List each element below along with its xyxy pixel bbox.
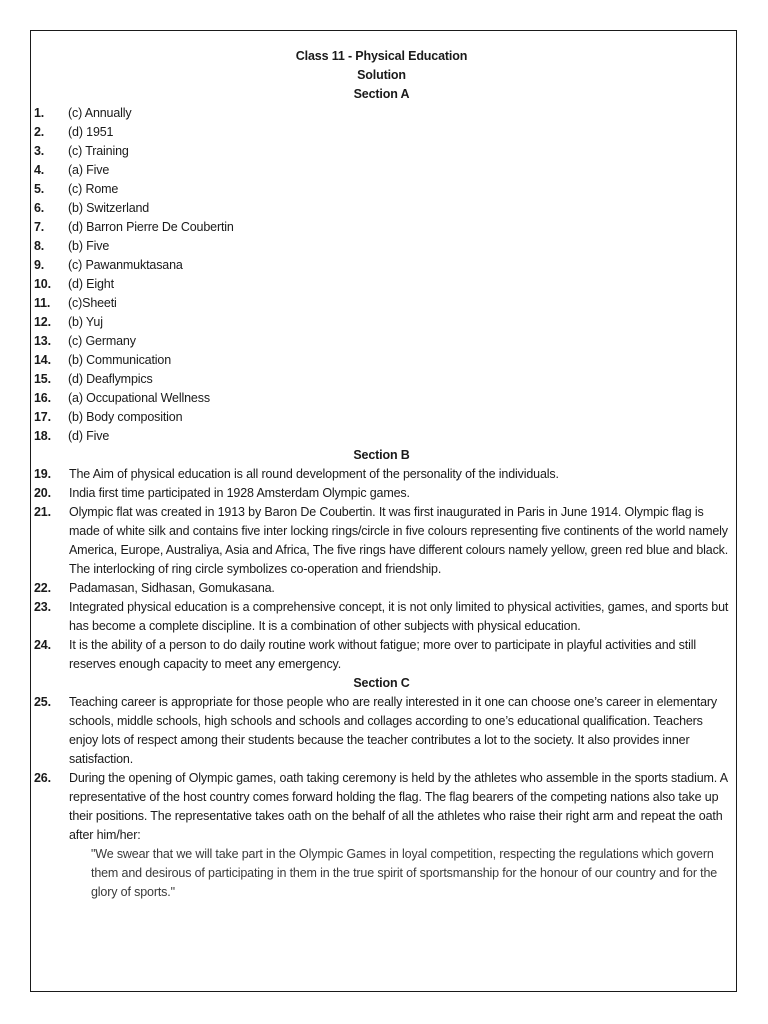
item-text: (b) Switzerland [68, 201, 150, 215]
item-number: 24. [34, 638, 51, 652]
item-text: During the opening of Olympic games, oath taking ceremony is held by the athletes who assemble in the sports stadium. A representative of the host country comes forward holding the flag. The flag bearers of the competing nations also take up their positions. The representative takes oath on the behalf of all the athletes who raise their right arm and repeat the oath after him/her: [69, 771, 728, 842]
section-b-heading: Section B [353, 448, 410, 462]
item-number: 19. [34, 467, 51, 481]
item-number: 10. [34, 277, 51, 291]
list-item [34, 389, 729, 408]
item-text: (a) Five [68, 163, 110, 177]
item-text: (a) Occupational Wellness [68, 391, 210, 405]
section-a-heading: Section A [353, 87, 410, 101]
list-item [34, 427, 729, 446]
item-text: (c) Pawanmuktasana [68, 258, 183, 272]
item-number: 25. [34, 695, 51, 709]
list-item [34, 503, 729, 579]
item-number: 6. [34, 201, 45, 215]
document-content [34, 47, 729, 902]
item-number: 13. [34, 334, 51, 348]
item-text: (c) Germany [68, 334, 136, 348]
list-item [34, 313, 729, 332]
item-text: India first time participated in 1928 Amsterdam Olympic games. [69, 486, 410, 500]
section-c-heading: Section C [353, 676, 410, 690]
item-number: 26. [34, 771, 51, 785]
list-item [34, 256, 729, 275]
item-text: (d) Barron Pierre De Coubertin [68, 220, 234, 234]
document-subtitle: Solution [357, 68, 406, 82]
item-number: 11. [34, 296, 51, 310]
list-item [34, 465, 729, 484]
item-number: 12. [34, 315, 51, 329]
item-number: 20. [34, 486, 51, 500]
list-item [34, 275, 729, 294]
item-text: Integrated physical education is a comprehensive concept, it is not only limited to physical activities, games, and sports but has become a complete discipline. It is a combination of other subjects with physical education. [69, 600, 729, 633]
list-item [34, 237, 729, 256]
list-item [34, 693, 729, 769]
list-item [34, 332, 729, 351]
item-number: 9. [34, 258, 45, 272]
item-number: 22. [34, 581, 51, 595]
list-item [34, 123, 729, 142]
item-text: (c) Annually [68, 106, 132, 120]
item-number: 17. [34, 410, 51, 424]
list-item [34, 199, 729, 218]
item-text: The Aim of physical education is all round development of the personality of the individuals. [69, 467, 559, 481]
list-item [34, 351, 729, 370]
item-text: Olympic flat was created in 1913 by Baron De Coubertin. It was first inaugurated in Paris in June 1914. Olympic flag is made of white silk and contains five inter locking rings/circle in five colours representing five continents of the world namely America, Europe, Australiya, Asia and Africa, The five rings have different colours namely yellow, green red blue and black. The interlocking of ring circle symbolizes co-operation and friendship. [69, 505, 729, 576]
item-number: 2. [34, 125, 45, 139]
list-item [34, 579, 729, 598]
list-item [34, 408, 729, 427]
item-text: (b) Communication [68, 353, 172, 367]
list-item [34, 104, 729, 123]
list-item [34, 161, 729, 180]
item-number: 23. [34, 600, 51, 614]
page-border [30, 30, 737, 992]
item-number: 18. [34, 429, 51, 443]
item-text: (d) Five [68, 429, 110, 443]
item-number: 16. [34, 391, 51, 405]
list-item [34, 370, 729, 389]
item-text: Padamasan, Sidhasan, Gomukasana. [69, 581, 275, 595]
item-number: 3. [34, 144, 45, 158]
item-number: 14. [34, 353, 51, 367]
item-text: (d) Deaflympics [68, 372, 153, 386]
list-item [34, 218, 729, 237]
item-text: (c)Sheeti [68, 296, 117, 310]
item-text: (d) Eight [68, 277, 114, 291]
list-item [34, 180, 729, 199]
item-number: 7. [34, 220, 45, 234]
item-text: (c) Rome [68, 182, 119, 196]
item-number: 21. [34, 505, 51, 519]
section-c-list [34, 693, 729, 902]
list-item [34, 294, 729, 313]
section-b-list [34, 465, 729, 674]
section-a-list [34, 104, 729, 446]
item-text: Teaching career is appropriate for those people who are really interested in it one can choose one’s career in elementary schools, middle schools, high schools and schools and collages according to one’s educational qualification. Teachers enjoy lots of respect among their students because the teacher contributes a lot to the society. It also provides inner satisfaction. [69, 695, 717, 766]
list-item [34, 484, 729, 503]
item-text: (b) Yuj [68, 315, 103, 329]
item-text: (d) 1951 [68, 125, 114, 139]
item-number: 15. [34, 372, 51, 386]
item-text: It is the ability of a person to do daily routine work without fatigue; more over to participate in playful activities and still reserves enough capacity to meet any emergency. [69, 638, 696, 671]
item-text: (b) Five [68, 239, 110, 253]
item-number: 8. [34, 239, 45, 253]
item-text: (c) Training [68, 144, 129, 158]
olympic-oath-quote: "We swear that we will take part in the Olympic Games in loyal competition, respecting the regulations which govern them and desirous of participating in them in the true spirit of sportsmanship for the honour of our country and for the glory of sports." [91, 847, 718, 899]
list-item [34, 142, 729, 161]
list-item [34, 598, 729, 636]
item-number: 5. [34, 182, 45, 196]
list-item [34, 636, 729, 674]
document-title: Class 11 - Physical Education [295, 49, 468, 63]
item-number: 1. [34, 106, 45, 120]
item-number: 4. [34, 163, 45, 177]
item-text: (b) Body composition [68, 410, 183, 424]
list-item [34, 769, 729, 845]
